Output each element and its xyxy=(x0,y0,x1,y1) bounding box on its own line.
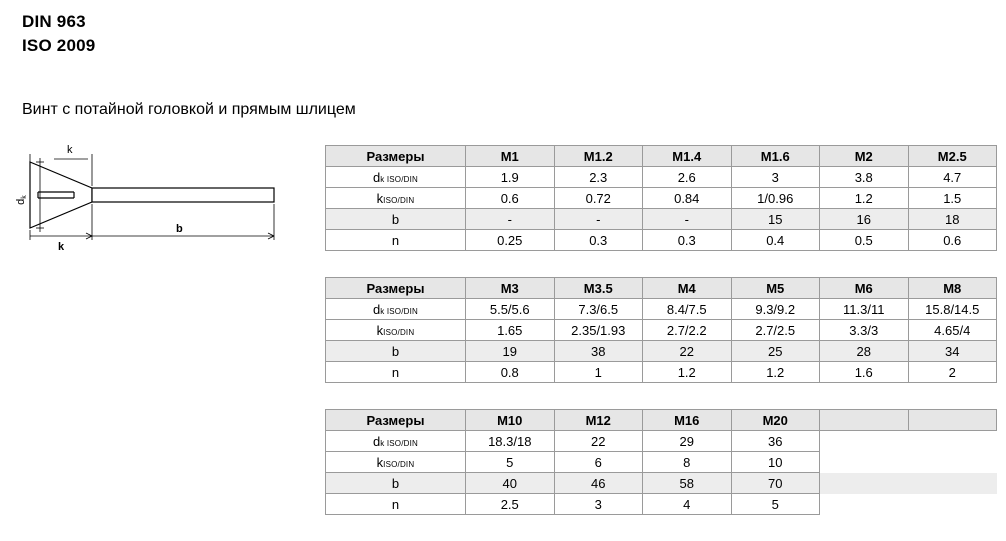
header-sizes: Размеры xyxy=(326,146,466,167)
column-header: M2 xyxy=(820,146,909,167)
cell: 58 xyxy=(643,473,732,494)
cell: 8.4/7.5 xyxy=(643,299,732,320)
cell: 0.25 xyxy=(466,230,555,251)
column-header: M8 xyxy=(908,278,997,299)
cell: 16 xyxy=(820,209,909,230)
cell: 22 xyxy=(554,431,643,452)
cell: 2.3 xyxy=(554,167,643,188)
column-header: M16 xyxy=(643,410,732,431)
cell: 2.6 xyxy=(643,167,732,188)
cell: 5.5/5.6 xyxy=(466,299,555,320)
table-row xyxy=(326,299,997,320)
cell: 22 xyxy=(643,341,732,362)
cell: 0.84 xyxy=(643,188,732,209)
cell: 2.5 xyxy=(466,494,555,515)
cell: 2.35/1.93 xyxy=(554,320,643,341)
row-label: n xyxy=(326,230,466,251)
dimension-tables xyxy=(325,145,997,541)
cell: 70 xyxy=(731,473,820,494)
cell: 0.8 xyxy=(466,362,555,383)
cell: 3.3/3 xyxy=(820,320,909,341)
table-row xyxy=(326,209,997,230)
empty-cell xyxy=(820,410,909,431)
cell: 36 xyxy=(731,431,820,452)
column-header: M1.4 xyxy=(643,146,732,167)
cell: 28 xyxy=(820,341,909,362)
column-header: M20 xyxy=(731,410,820,431)
column-header: M12 xyxy=(554,410,643,431)
table-row xyxy=(326,341,997,362)
dimension-table-1 xyxy=(325,145,997,251)
cell: 0.5 xyxy=(820,230,909,251)
cell: 15.8/14.5 xyxy=(908,299,997,320)
cell: 15 xyxy=(731,209,820,230)
empty-cell xyxy=(908,431,997,452)
cell: 18 xyxy=(908,209,997,230)
cell: 0.72 xyxy=(554,188,643,209)
cell: 0.6 xyxy=(908,230,997,251)
cell: 4 xyxy=(643,494,732,515)
row-label: b xyxy=(326,341,466,362)
cell: 1 xyxy=(554,362,643,383)
cell: 1.6 xyxy=(820,362,909,383)
header-sizes: Размеры xyxy=(326,410,466,431)
cell: 29 xyxy=(643,431,732,452)
row-label: kISO/DIN xyxy=(326,188,466,209)
empty-cell xyxy=(820,473,909,494)
column-header: M2.5 xyxy=(908,146,997,167)
cell: 40 xyxy=(466,473,555,494)
dimension-table-3 xyxy=(325,409,997,515)
cell: 0.6 xyxy=(466,188,555,209)
empty-cell xyxy=(908,452,997,473)
table-row xyxy=(326,431,997,452)
cell: 9.3/9.2 xyxy=(731,299,820,320)
dimension-table-2 xyxy=(325,277,997,383)
column-header: M4 xyxy=(643,278,732,299)
empty-cell xyxy=(820,452,909,473)
row-label: kISO/DIN xyxy=(326,452,466,473)
table-header-row xyxy=(326,410,997,431)
cell: 1/0.96 xyxy=(731,188,820,209)
table-header-row xyxy=(326,278,997,299)
cell: 34 xyxy=(908,341,997,362)
label-dk: dk xyxy=(15,195,28,205)
cell: 1.2 xyxy=(820,188,909,209)
cell: 3 xyxy=(731,167,820,188)
row-label: n xyxy=(326,494,466,515)
table-row xyxy=(326,494,997,515)
cell: 2.7/2.5 xyxy=(731,320,820,341)
table-row xyxy=(326,230,997,251)
cell: 1.2 xyxy=(731,362,820,383)
column-header: M1 xyxy=(466,146,555,167)
label-k-top: k xyxy=(67,144,73,156)
cell: 8 xyxy=(643,452,732,473)
screw-diagram-svg xyxy=(10,140,310,250)
cell: 5 xyxy=(466,452,555,473)
empty-cell xyxy=(908,410,997,431)
column-header: M3 xyxy=(466,278,555,299)
table-row xyxy=(326,320,997,341)
cell: 4.65/4 xyxy=(908,320,997,341)
row-label: n xyxy=(326,362,466,383)
cell: 2.7/2.2 xyxy=(643,320,732,341)
cell: 3.8 xyxy=(820,167,909,188)
row-label: b xyxy=(326,473,466,494)
table-row xyxy=(326,473,997,494)
cell: 46 xyxy=(554,473,643,494)
label-b: b xyxy=(176,223,183,235)
row-label: kISO/DIN xyxy=(326,320,466,341)
screw-technical-drawing xyxy=(10,140,310,250)
cell: 0.3 xyxy=(643,230,732,251)
cell: 1.9 xyxy=(466,167,555,188)
cell: 25 xyxy=(731,341,820,362)
cell: 0.3 xyxy=(554,230,643,251)
column-header: M10 xyxy=(466,410,555,431)
cell: 1.65 xyxy=(466,320,555,341)
empty-cell xyxy=(908,494,997,515)
label-k-bottom: k xyxy=(58,241,65,250)
cell: 1.2 xyxy=(643,362,732,383)
product-description: Винт с потайной головкой и прямым шлицем xyxy=(22,101,356,118)
row-label: dk ISO/DIN xyxy=(326,431,466,452)
cell: 11.3/11 xyxy=(820,299,909,320)
cell: 0.4 xyxy=(731,230,820,251)
cell: 5 xyxy=(731,494,820,515)
column-header: M1.2 xyxy=(554,146,643,167)
column-header: M3.5 xyxy=(554,278,643,299)
cell: 3 xyxy=(554,494,643,515)
cell: 19 xyxy=(466,341,555,362)
table-row xyxy=(326,452,997,473)
table-row xyxy=(326,362,997,383)
cell: 4.7 xyxy=(908,167,997,188)
empty-cell xyxy=(820,431,909,452)
standard-iso: ISO 2009 xyxy=(22,36,96,55)
empty-cell xyxy=(908,473,997,494)
cell: - xyxy=(466,209,555,230)
cell: 1.5 xyxy=(908,188,997,209)
row-label: dk ISO/DIN xyxy=(326,299,466,320)
cell: 6 xyxy=(554,452,643,473)
cell: 38 xyxy=(554,341,643,362)
header-sizes: Размеры xyxy=(326,278,466,299)
cell: 10 xyxy=(731,452,820,473)
column-header: M6 xyxy=(820,278,909,299)
header-titles xyxy=(22,10,95,58)
column-header: M1.6 xyxy=(731,146,820,167)
cell: 7.3/6.5 xyxy=(554,299,643,320)
standard-din: DIN 963 xyxy=(22,12,86,31)
table-row xyxy=(326,188,997,209)
table-row xyxy=(326,167,997,188)
cell: - xyxy=(554,209,643,230)
cell: - xyxy=(643,209,732,230)
row-label: dk ISO/DIN xyxy=(326,167,466,188)
row-label: b xyxy=(326,209,466,230)
column-header: M5 xyxy=(731,278,820,299)
cell: 18.3/18 xyxy=(466,431,555,452)
empty-cell xyxy=(820,494,909,515)
table-header-row xyxy=(326,146,997,167)
cell: 2 xyxy=(908,362,997,383)
